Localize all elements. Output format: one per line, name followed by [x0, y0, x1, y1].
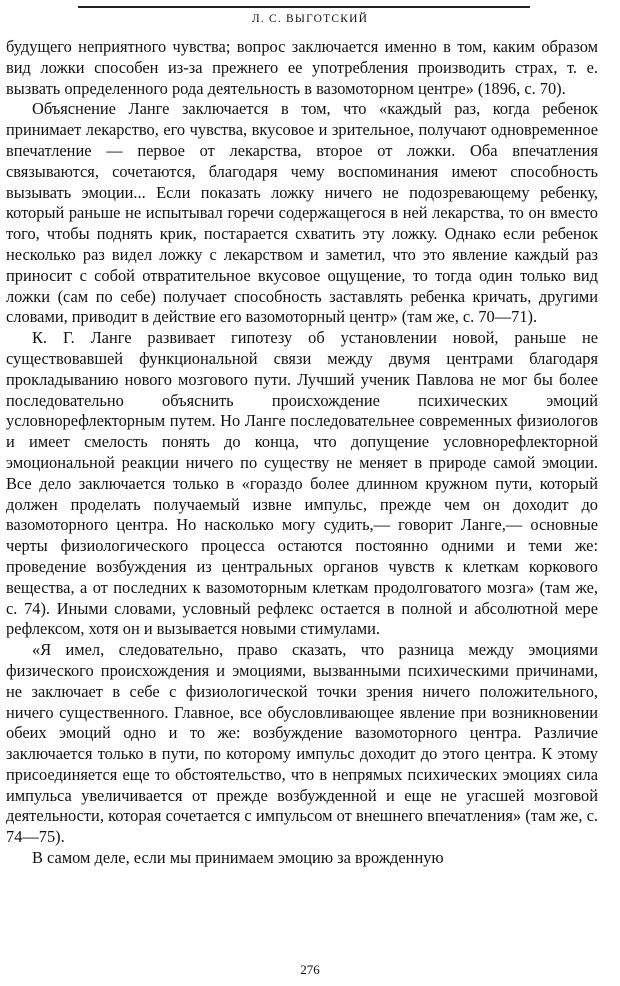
- running-head: Л. С. ВЫГОТСКИЙ: [251, 13, 369, 25]
- page-number: 276: [300, 962, 320, 977]
- body-text: [6, 37, 598, 869]
- header-rule: [78, 6, 530, 8]
- paragraph: К. Г. Ланге развивает гипотезу об установлении новой, раньше не существовавшей функциональной связи между двумя центрами благодаря прокладыванию нового мозгового пути. Лучший ученик Павлова не мог бы более последовательно объяснить происхождение психических эмоций условнорефлекторным путем. Но Ланге последовательнее современных физиологов и имеет смелость понять до конца, что допущение условнорефлекторной эмоциональной реакции ничего по существу не меняет в природе самой эмоции. Все дело заключается только в «гораздо более длинном кружном пути, который должен проделать получаемый извне импульс, прежде чем он доходит до вазомоторного центра. Но насколько могу судить,— говорит Ланге,— основные черты физиологического процесса остаются постоянно одними и теми же: проведение возбуждения из центральных органов чувств к клеткам коркового вещества, а от последних к вазомоторным клеткам продолговатого мозга» (там же, с. 74). Иными словами, условный рефлекс остается в полной и абсолютной мере рефлексом, хотя он и вызывается новыми стимулами.: [6, 328, 598, 639]
- paragraph-continuation: будущего неприятного чувства; вопрос заключается именно в том, каким образом вид ложки способен из-за прежнего ее употребления производить страх, т. е. вызвать определенного рода деятельность в вазомоторном центре» (1896, с. 70).: [6, 37, 598, 98]
- paragraph: Объяснение Ланге заключается в том, что «каждый раз, когда ребенок принимает лекарство, его чувства, вкусовое и зрительное, получают одновременное впечатление — первое от лекарства, второе от ложки. Оба впечатления связываются, сочетаются, благодаря чему воспоминания имеют способность вызывать эмоции... Если показать ложку ничего не подозревающему ребенку, который раньше не испытывал горечи содержащегося в ней лекарства, то он вместо того, чтобы поднять крик, постарается схватить эту ложку. Однако если ребенок несколько раз видел ложку с лекарством и заметил, что это явление каждый раз приносит с собой отвратительное вкусовое ощущение, то тогда один только вид ложки (сам по себе) получает способность заставлять ребенка кричать, другими словами, приводит в действие его вазомоторный центр» (там же, с. 70—71).: [6, 99, 598, 327]
- paragraph-quote: «Я имел, следовательно, право сказать, что разница между эмоциями физического происхождения и эмоциями, вызванными психическими причинами, не заключает в себе с физиологической точки зрения ничего положительного, ничего существенного. Главное, все обусловливающее явление при возникновении обеих эмоций одно и то же: возбуждение вазомоторного центра. Различие заключается только в пути, по которому импульс доходит до этого центра. К этому присоединяется еще то обстоятельство, что в непрямых психических эмоциях сила импульса увеличивается от прежде возбужденной и еще не угасшей мозговой деятельности, которая сочетается с импульсом от внешнего впечатления» (там же, с. 74—75).: [6, 640, 598, 847]
- paragraph: В самом деле, если мы принимаем эмоцию за врожденную: [32, 848, 444, 868]
